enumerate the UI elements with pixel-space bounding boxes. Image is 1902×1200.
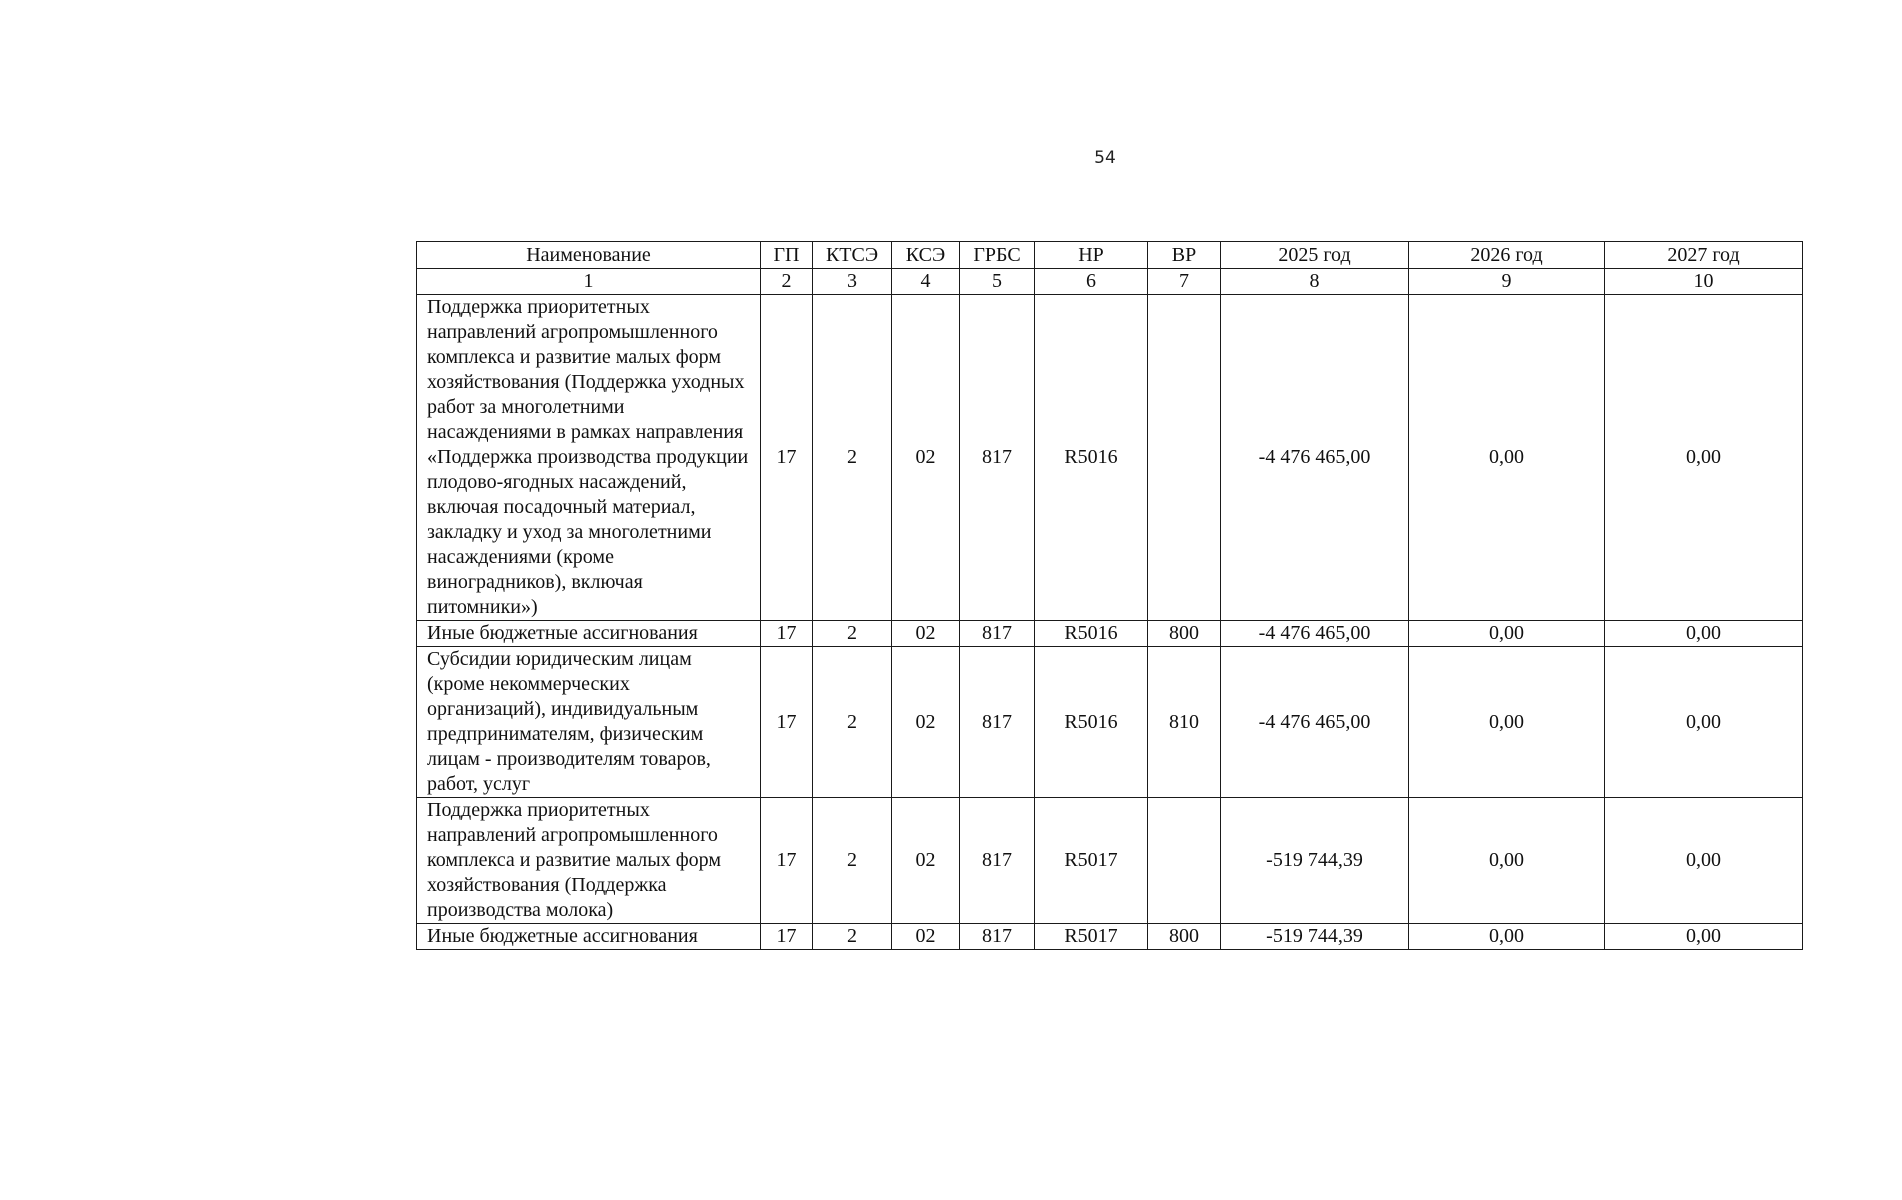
row-name-cell: Субсидии юридическим лицам (кроме некоммерческих организаций), индивидуальным предпринимателям, физическим лицам - производителям товаров, работ, услуг: [417, 647, 761, 798]
amount-2027-cell: 0,00: [1605, 798, 1803, 924]
amount-2026-cell: 0,00: [1409, 621, 1605, 647]
amount-2025-cell: -4 476 465,00: [1221, 295, 1409, 621]
ktse-cell: 2: [813, 295, 892, 621]
kse-cell: 02: [892, 798, 960, 924]
kse-cell: 02: [892, 924, 960, 950]
gp-cell: 17: [761, 924, 813, 950]
column-number: 1: [417, 269, 761, 295]
ktse-cell: 2: [813, 647, 892, 798]
vr-cell: 800: [1148, 621, 1221, 647]
kse-cell: 02: [892, 295, 960, 621]
vr-cell: 810: [1148, 647, 1221, 798]
amount-2026-cell: 0,00: [1409, 924, 1605, 950]
amount-2026-cell: 0,00: [1409, 295, 1605, 621]
gp-cell: 17: [761, 295, 813, 621]
nr-cell: R5017: [1035, 924, 1148, 950]
grbs-cell: 817: [960, 621, 1035, 647]
column-number: 2: [761, 269, 813, 295]
table-row: [417, 621, 1803, 647]
amount-2026-cell: 0,00: [1409, 647, 1605, 798]
column-header: ГП: [761, 242, 813, 269]
amount-2027-cell: 0,00: [1605, 924, 1803, 950]
column-number: 4: [892, 269, 960, 295]
grbs-cell: 817: [960, 924, 1035, 950]
column-number: 6: [1035, 269, 1148, 295]
ktse-cell: 2: [813, 621, 892, 647]
ktse-cell: 2: [813, 798, 892, 924]
column-number: 10: [1605, 269, 1803, 295]
column-number: 7: [1148, 269, 1221, 295]
gp-cell: 17: [761, 798, 813, 924]
grbs-cell: 817: [960, 295, 1035, 621]
row-name-cell: Иные бюджетные ассигнования: [417, 621, 761, 647]
grbs-cell: 817: [960, 647, 1035, 798]
amount-2025-cell: -519 744,39: [1221, 798, 1409, 924]
amount-2027-cell: 0,00: [1605, 647, 1803, 798]
gp-cell: 17: [761, 647, 813, 798]
row-name-cell: Иные бюджетные ассигнования: [417, 924, 761, 950]
column-number: 9: [1409, 269, 1605, 295]
kse-cell: 02: [892, 621, 960, 647]
column-header: 2027 год: [1605, 242, 1803, 269]
column-number: 3: [813, 269, 892, 295]
table-row: [417, 647, 1803, 798]
grbs-cell: 817: [960, 798, 1035, 924]
gp-cell: 17: [761, 621, 813, 647]
budget-table: [416, 241, 1803, 950]
nr-cell: R5016: [1035, 295, 1148, 621]
column-header: 2025 год: [1221, 242, 1409, 269]
column-header: ГРБС: [960, 242, 1035, 269]
page-number: 54: [1094, 148, 1116, 168]
kse-cell: 02: [892, 647, 960, 798]
amount-2025-cell: -4 476 465,00: [1221, 647, 1409, 798]
column-header: НР: [1035, 242, 1148, 269]
ktse-cell: 2: [813, 924, 892, 950]
row-name-cell: Поддержка приоритетных направлений агропромышленного комплекса и развитие малых форм хозяйствования (Поддержка производства молока): [417, 798, 761, 924]
column-header: КТСЭ: [813, 242, 892, 269]
row-name-cell: Поддержка приоритетных направлений агропромышленного комплекса и развитие малых форм хозяйствования (Поддержка уходных работ за многолетними насаждениями в рамках направления «Поддержка производства продукции плодово-ягодных насаждений, включая посадочный материал, закладку и уход за многолетними насаждениями (кроме виноградников), включая питомники»): [417, 295, 761, 621]
column-header: Наименование: [417, 242, 761, 269]
column-header: 2026 год: [1409, 242, 1605, 269]
column-number: 5: [960, 269, 1035, 295]
amount-2027-cell: 0,00: [1605, 621, 1803, 647]
header-row: [417, 242, 1803, 269]
column-header: ВР: [1148, 242, 1221, 269]
table-row: [417, 295, 1803, 621]
vr-cell: 800: [1148, 924, 1221, 950]
table-row: [417, 924, 1803, 950]
nr-cell: R5016: [1035, 621, 1148, 647]
amount-2025-cell: -4 476 465,00: [1221, 621, 1409, 647]
column-number-row: [417, 269, 1803, 295]
nr-cell: R5017: [1035, 798, 1148, 924]
column-header: КСЭ: [892, 242, 960, 269]
nr-cell: R5016: [1035, 647, 1148, 798]
vr-cell: [1148, 798, 1221, 924]
vr-cell: [1148, 295, 1221, 621]
amount-2027-cell: 0,00: [1605, 295, 1803, 621]
table-row: [417, 798, 1803, 924]
amount-2026-cell: 0,00: [1409, 798, 1605, 924]
amount-2025-cell: -519 744,39: [1221, 924, 1409, 950]
column-number: 8: [1221, 269, 1409, 295]
